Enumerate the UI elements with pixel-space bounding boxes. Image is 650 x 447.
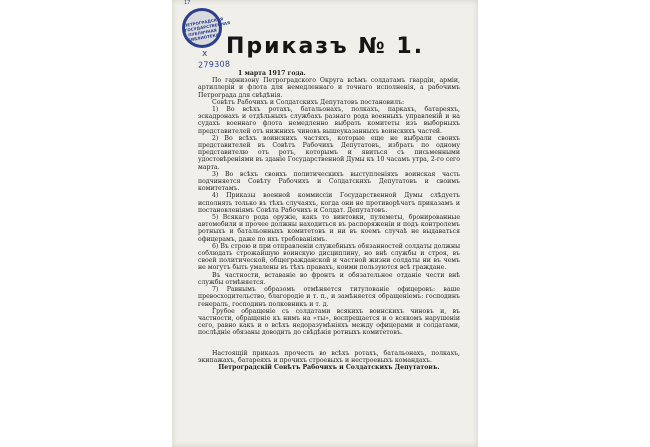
point-2: 2) Во всѣхъ воинскихъ частяхъ, которые еще не выбрали своихъ представителей въ Совѣтъ Рабочихъ Депутатовъ, избрать по одному представителю отъ ротъ, которымъ и явиться съ письменными удостовѣреніями въ зданіе Государственной Думы къ 10 часамъ утра, 2-го сего марта. <box>198 134 460 171</box>
point-4: 4) Приказы военной коммиссіи Государственной Думы слѣдуетъ исполнять только въ тѣхъ случаяхъ, когда они не противорѣчатъ приказамъ и постановленіямъ Совѣта Рабочихъ и Солдат. Депутатовъ. <box>198 192 460 214</box>
point-1: 1) Во всѣхъ ротахъ, батальонахъ, полкахъ, паркахъ, батареяхъ, эскадронахъ и отдѣльныхъ службахъ разнаго рода военныхъ управленій и на судахъ военнаго флота немедленно выбрать комитеты изъ выборныхъ представителей отъ нижнихъ чиновъ вышеуказанныхъ воинскихъ частей. <box>198 106 460 135</box>
closing-paragraph: Настоящій приказъ прочесть во всѣхъ ротахъ, батальонахъ, полкахъ, экипажахъ, батареяхъ и прочихъ строевыхъ и нестроевыхъ командахъ. <box>198 349 460 364</box>
document-body <box>198 70 460 371</box>
inventory-number: 279308 <box>197 59 231 70</box>
point-6-note: Въ частности, вставаніе во фронтъ и обязательное отданіе чести внѣ службы отмѣняется. <box>198 271 460 286</box>
point-7-note: Грубое обращеніе съ солдатами всякихъ воинскихъ чиновъ и, въ частности, обращеніе къ нимъ на «ты», воспрещается и о всякомъ нарушеніи сего, равно какъ и о всѣхъ недоразумѣніяхъ между офицерами и солдатами, послѣдніе обязаны доводить до свѣдѣнія ротныхъ комитетовъ. <box>198 307 460 337</box>
document-sheet <box>172 0 478 447</box>
point-3: 3) Во всѣхъ своихъ политическихъ выступленіяхъ воинская часть подчиняется Совѣту Рабочихъ и Солдатскихъ Депутатовъ и своимъ комитетамъ. <box>198 170 460 193</box>
point-7: 7) Равнымъ образомъ отмѣняется титулованіе офицеровъ: ваше превосходительство, благородіе и т. п., и замѣняется обращеніемъ: господинъ генералъ, господинъ полковникъ и т. д. <box>198 286 460 308</box>
spacer <box>198 337 460 350</box>
address-paragraph: По гарнизону Петроградского Округа всѣмъ солдатамъ гвардіи, арміи, артиллеріи и флота для немедленнаго и точнаго исполненія, а рабочимъ Петрограда для свѣдѣнія. <box>198 77 460 99</box>
inventory-mark: х <box>202 49 208 59</box>
stamp-text: ПЕТРОГРАДСКАЯ ГОСУДАРСТВЕННАЯ ПУБЛИЧНАЯ БИБЛИОТЕКА <box>183 16 231 43</box>
date-line: 1 марта 1917 года. <box>238 70 306 77</box>
signature-line: Петроградскій Совѣтъ Рабочихъ и Солдатскихъ Депутатовъ. <box>218 363 440 371</box>
resolution-intro: Совѣтъ Рабочихъ и Солдатскихъ Депутатовъ постановилъ: <box>212 98 405 106</box>
document-title: Приказъ № 1. <box>225 34 425 59</box>
point-5: 5) Всякаго рода оружіе, какъ то винтовки, пулеметы, бронированные автомобили и прочее должны находиться въ распоряженіи и подъ контролемъ ротныхъ и батальонныхъ комитетовъ и ни въ коемъ случаѣ не выдаваться офицерамъ, даже по ихъ требованіямъ. <box>198 214 460 243</box>
point-6: 6) Въ строю и при отправленіи служебныхъ обязанностей солдаты должны соблюдать строжайшую воинскую дисциплину, но внѣ службы и строя, въ своей политической, общегражданской и частной жизни солдаты ни въ чемъ не могутъ быть умалены въ тѣхъ правахъ, коими пользуются всѣ граждане. <box>198 242 460 272</box>
stamp-corner-number: 17 <box>184 0 191 6</box>
